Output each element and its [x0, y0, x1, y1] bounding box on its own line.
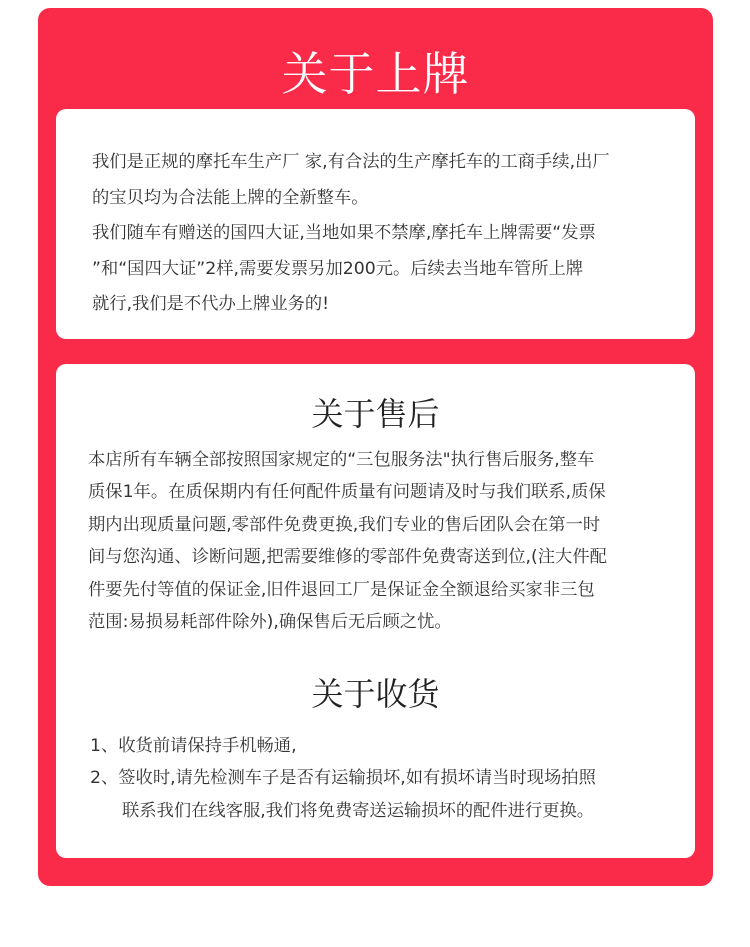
receiving-item: 2、签收时,请先检测车子是否有运输损坏,如有损坏请当时现场拍照: [90, 768, 596, 789]
info-card: [56, 364, 695, 858]
banner-title: 关于上牌: [281, 47, 470, 101]
receiving-title: 关于收货: [311, 675, 440, 713]
after-sales-title: 关于售后: [311, 395, 440, 433]
receiving-list: [90, 730, 680, 827]
plate-paragraph: 我们是正规的摩托车生产厂 家,有合法的生产摩托车的工商手续,出厂 的宝贝均为合法能上牌的全新整车。 我们随车有赠送的国四大证,当地如果不禁摩,摩托车上牌需要“发票 ”和“国四大证”2样,需要发票另加200元。后续去当地车管所上牌 就行,我们是不代办上牌业务的!: [92, 152, 610, 314]
plate-card: [56, 109, 695, 339]
red-panel: [38, 8, 713, 886]
receiving-item-continued: 联系我们在线客服,我们将免费寄送运输损坏的配件进行更换。: [122, 800, 595, 821]
receiving-item: 1、收货前请保持手机畅通,: [90, 736, 297, 756]
after-sales-paragraph: 本店所有车辆全部按照国家规定的“三包服务法"执行售后服务,整车 质保1年。在质保期内有任何配件质量有问题请及时与我们联系,质保 期内出现质量问题,零部件免费更换,我们专业的售后团队会在第一时 间与您沟通、诊断问题,把需要维修的零部件免费寄送到位,(注大件配 件要先付等值的保证金,旧件退回工厂是保证金全额退给买家非三包 范围:易损易耗部件除外),确保售后无后顾之忧。: [88, 450, 607, 633]
